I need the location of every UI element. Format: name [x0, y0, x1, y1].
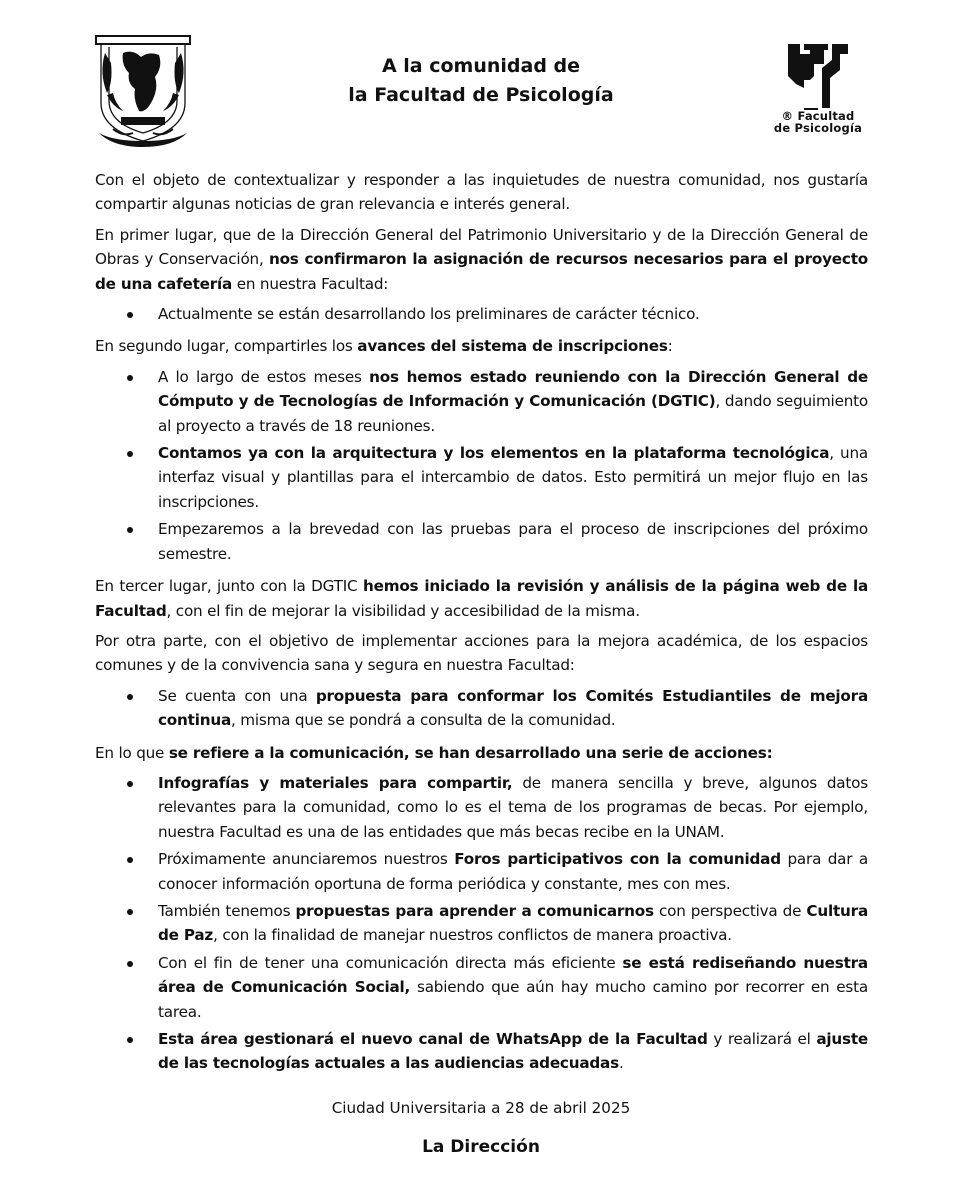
list-item	[95, 517, 868, 566]
bold-text: ajuste de las tecnologías actuales a las audiencias adecuadas	[158, 1030, 868, 1073]
bullet-icon	[127, 781, 133, 787]
signature: La Dirección	[422, 1137, 540, 1157]
paragraph-cafeteria	[95, 223, 868, 296]
unam-crest-logo	[93, 33, 193, 149]
list-item	[95, 771, 868, 844]
text: en nuestra Facultad:	[232, 274, 389, 293]
bold-text: se refiere a la comunicación, se han desarrollado una serie de acciones:	[168, 743, 773, 762]
text: con perspectiva de	[653, 901, 807, 920]
bold-text: Foros participativos con la comunidad	[454, 850, 781, 869]
title-line-1: A la comunidad de	[381, 55, 581, 77]
list-item	[95, 684, 868, 733]
list-item	[95, 847, 868, 896]
list-item	[95, 1027, 868, 1076]
text: , una interfaz visual y plantillas para el intercambio de datos. Esto permitirá un mejor flujo en las inscripciones.	[158, 444, 868, 511]
text: y realizará el	[707, 1030, 817, 1048]
text: A lo largo de estos meses	[158, 367, 370, 386]
text: En segundo lugar, compartirles los	[95, 337, 358, 356]
text: sabiendo que aún hay mucho camino por recorrer en esta tarea.	[158, 978, 868, 1021]
psicologia-logo-caption-line2: de Psicología	[773, 121, 863, 135]
bullet-icon	[127, 1037, 133, 1043]
list-comites	[95, 684, 868, 733]
text: :	[667, 337, 673, 356]
paragraph-comunicacion	[95, 741, 868, 765]
psicologia-logo-caption	[766, 110, 870, 134]
list-item	[95, 365, 868, 438]
letter-title	[281, 52, 681, 110]
list-item	[95, 951, 868, 1024]
bullet-icon	[127, 961, 133, 967]
paragraph-web	[95, 574, 868, 623]
bullet-icon	[127, 312, 133, 318]
text: , dando seguimiento al proyecto a través de 18 reuniones.	[158, 392, 868, 435]
list-item	[95, 302, 868, 326]
bold-text: propuestas para aprender a comunicarnos	[295, 901, 654, 920]
bullet-icon	[127, 375, 133, 381]
bold-text: avances del sistema de inscripciones	[357, 337, 668, 356]
bold-text: Infografías y materiales para compartir,	[158, 773, 513, 792]
text: de manera sencilla y breve, algunos datos relevantes para la comunidad, como lo es el tema de los programas de becas. Por ejemplo, nuestra Facultad es una de las entidades que más becas recibe en la UNAM.	[158, 773, 868, 841]
text: , con la finalidad de manejar nuestros conflictos de manera proactiva.	[213, 926, 732, 945]
text: En primer lugar, que de la Dirección General del Patrimonio Universitario y de la Dirección General de Obras y Conservación,	[95, 225, 868, 269]
bold-text: Esta área gestionará el nuevo canal de WhatsApp de la Facultad	[158, 1030, 708, 1048]
text: Empezaremos a la brevedad con las pruebas para el proceso de inscripciones del próximo semestre.	[158, 520, 868, 563]
paragraph-mejora: Por otra parte, con el objetivo de implementar acciones para la mejora académica, de los espacios comunes y de la convivencia sana y segura en nuestra Facultad:	[95, 631, 868, 675]
bold-text: Cultura de Paz	[158, 901, 868, 945]
bullet-icon	[127, 909, 133, 915]
bold-text: propuesta para conformar los Comités Estudiantiles de mejora continua	[158, 686, 868, 730]
text: , misma que se pondrá a consulta de la comunidad.	[231, 711, 616, 730]
text: En lo que	[95, 743, 169, 762]
psicologia-logo-caption-line1: ® Facultad	[781, 109, 855, 123]
letter-body	[95, 168, 868, 1084]
text: , con el fin de mejorar la visibilidad y accesibilidad de la misma.	[166, 601, 640, 620]
bold-text: Contamos ya con la arquitectura y los elementos en la plataforma tecnológica	[158, 444, 830, 463]
text: También tenemos	[158, 901, 296, 920]
bold-text: hemos iniciado la revisión y análisis de la página web de la Facultad	[95, 577, 868, 620]
list-item	[95, 441, 868, 514]
bullet-icon	[127, 857, 133, 863]
paragraph-intro: Con el objeto de contextualizar y responder a las inquietudes de nuestra comunidad, nos gustaría compartir algunas noticias de gran relevancia e interés general.	[95, 171, 868, 214]
text: Se cuenta con una	[158, 686, 316, 705]
text: Con el fin de tener una comunicación directa más eficiente	[158, 953, 623, 972]
bullet-icon	[127, 451, 133, 457]
list-cafeteria	[95, 302, 868, 326]
text: Actualmente se están desarrollando los preliminares de carácter técnico.	[158, 305, 700, 324]
paragraph-inscripciones	[95, 334, 868, 358]
bold-text: se está rediseñando nuestra área de Comunicación Social,	[158, 953, 868, 997]
text: .	[618, 1054, 624, 1073]
list-item	[95, 899, 868, 948]
bold-text: nos hemos estado reuniendo con la Dirección General de Cómputo y de Tecnologías de Información y Comunicación (DGTIC)	[158, 367, 869, 411]
bullet-icon	[127, 527, 133, 533]
place-and-date: Ciudad Universitaria a 28 de abril 2025	[331, 1099, 631, 1117]
list-inscripciones	[95, 365, 868, 566]
bullet-icon	[127, 694, 133, 700]
text: para dar a conocer información oportuna de forma periódica y constante, mes con mes.	[158, 850, 869, 893]
bold-text: nos confirmaron la asignación de recursos necesarios para el proyecto de una cafetería	[95, 250, 868, 293]
text: Próximamente anunciaremos nuestros	[158, 850, 455, 869]
title-line-2: la Facultad de Psicología	[348, 84, 614, 106]
list-comunicacion	[95, 771, 868, 1076]
text: En tercer lugar, junto con la DGTIC	[95, 577, 363, 596]
